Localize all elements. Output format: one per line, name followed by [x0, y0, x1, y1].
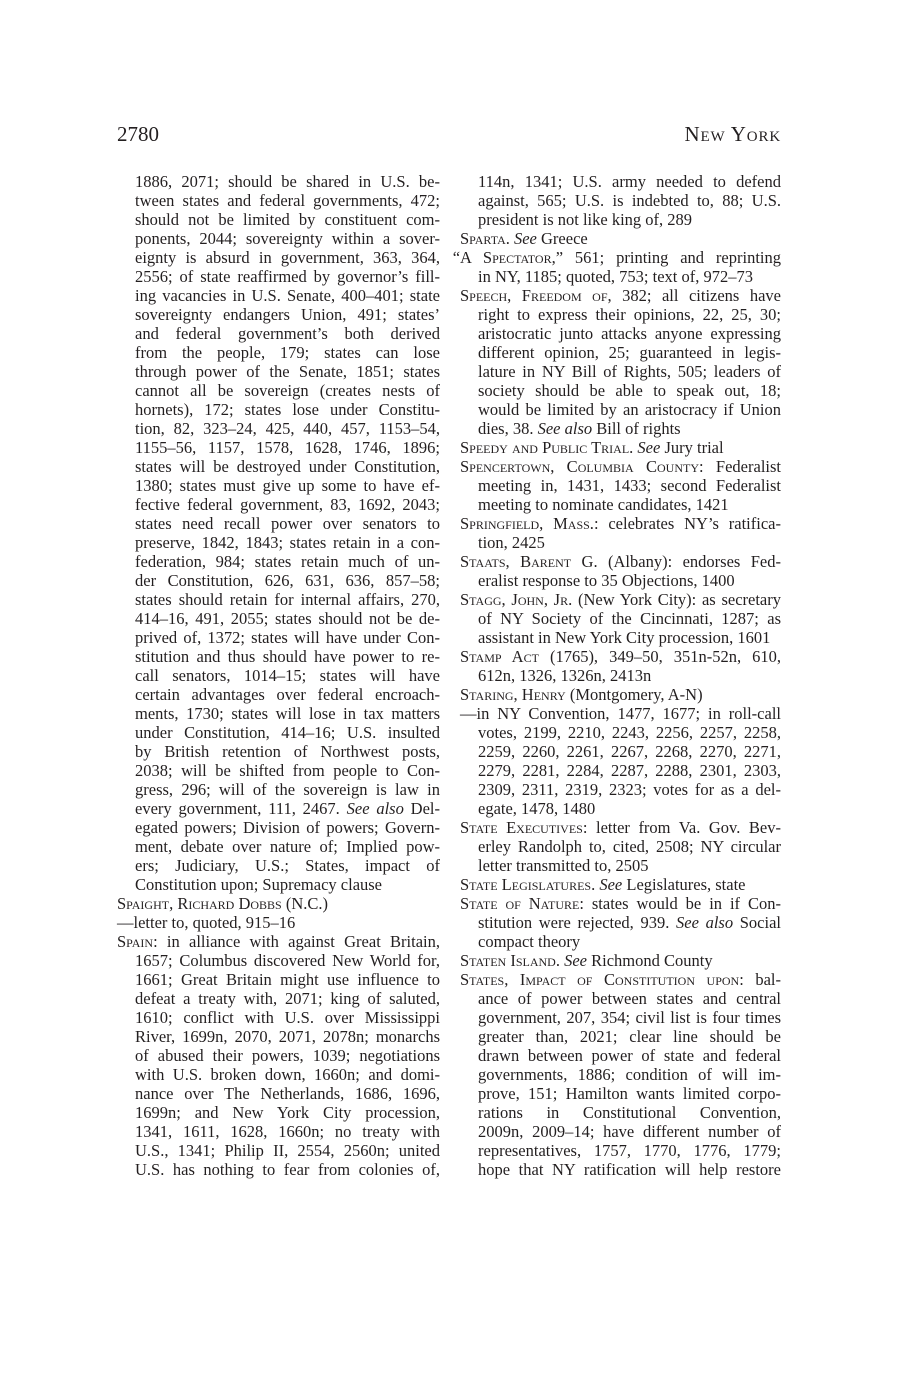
entry-text: nance over The Netherlands, 1686, 1696, — [135, 1084, 440, 1103]
entry-text: preserve, 1842, 1843; states retain in a con- — [135, 533, 440, 552]
index-line — [117, 1008, 440, 1027]
entry-text: 2009n, 2009–14; have different number of — [478, 1122, 781, 1141]
index-line — [117, 1103, 440, 1122]
entry-text: greater than, 2021; clear line should be — [478, 1027, 781, 1046]
index-line — [460, 381, 781, 400]
entry-text: 612n, 1326, 1326n, 2413n — [478, 666, 652, 685]
entry-text: every government, 111, 2467. — [135, 799, 347, 818]
entry-text: cannot all be sovereign (creates nests of — [135, 381, 440, 400]
index-line — [460, 951, 781, 970]
index-line — [117, 533, 440, 552]
entry-text: drawn between power of state and federal — [478, 1046, 781, 1065]
entry-text: 114n, 1341; U.S. army needed to defend — [478, 172, 781, 191]
entry-text: ing vacancies in U.S. Senate, 400–401; state — [135, 286, 440, 305]
headword: Staats, Barent G. — [460, 552, 598, 571]
entry-text: , 382; all citizens have — [607, 286, 781, 305]
headword: Stamp Act — [460, 647, 539, 666]
index-line — [117, 875, 440, 894]
index-line — [117, 457, 440, 476]
index-line — [460, 172, 781, 191]
index-line — [117, 590, 440, 609]
index-line — [117, 552, 440, 571]
index-line — [117, 609, 440, 628]
entry-text: ment, debate over nature of; Implied pow- — [135, 837, 440, 856]
entry-text: votes, 2199, 2210, 2243, 2256, 2257, 2258, — [478, 723, 781, 742]
entry-text: under Constitution, 414–16; U.S. insulted — [135, 723, 440, 742]
entry-text: der Constitution, 626, 631, 636, 857–58; — [135, 571, 440, 590]
headword: Spaight, Richard Dobbs — [117, 894, 282, 913]
entry-text: rations in Constitutional Convention, — [478, 1103, 781, 1122]
headword: State Legislatures. — [460, 875, 600, 894]
index-line — [460, 875, 781, 894]
index-line — [117, 704, 440, 723]
entry-text: (N.C.) — [281, 894, 329, 913]
index-line — [460, 1160, 781, 1179]
index-line — [117, 419, 440, 438]
index-line — [117, 1141, 440, 1160]
entry-text: should not be limited by constituent com- — [135, 210, 440, 229]
entry-text: 2556; of state reaffirmed by governor’s fill- — [135, 267, 440, 286]
index-line — [460, 210, 781, 229]
entry-text: stitution were rejected, 939. — [478, 913, 677, 932]
entry-text: 2038; will be shifted from people to Con- — [135, 761, 440, 780]
entry-text: U.S., 1341; Philip II, 2554, 2560n; united — [135, 1141, 440, 1160]
headword: State Executives — [460, 818, 583, 837]
entry-text: 1610; conflict with U.S. over Mississippi — [135, 1008, 440, 1027]
index-line — [117, 514, 440, 533]
entry-text: sovereignty endangers Union, 491; states’ — [135, 305, 440, 324]
entry-text: meeting to nominate candidates, 1421 — [478, 495, 729, 514]
index-line — [460, 400, 781, 419]
headword: A Spectator, — [460, 248, 556, 267]
index-line — [117, 932, 440, 951]
index-line — [460, 685, 781, 704]
headword: Stagg, John, Jr. — [460, 590, 573, 609]
index-line — [460, 457, 781, 476]
entry-text: : bal- — [739, 970, 781, 989]
entry-text: dies, 38. — [478, 419, 538, 438]
index-entry — [460, 286, 781, 438]
entry-text: eralist response to 35 Objections, 1400 — [478, 571, 735, 590]
index-entry — [460, 172, 781, 229]
entry-text: different opinion, 25; guaranteed in legis- — [478, 343, 781, 362]
index-line — [117, 780, 440, 799]
entry-text: 1155–56, 1157, 1578, 1628, 1746, 1896; — [135, 438, 440, 457]
entry-text: aristocratic junto attacks anyone expressing — [478, 324, 781, 343]
index-line — [460, 1141, 781, 1160]
entry-text: states should retain for internal affairs, 270, — [135, 590, 440, 609]
entry-text: : letter from Va. Gov. Bev- — [582, 818, 781, 837]
index-line — [117, 362, 440, 381]
entry-text: ers; Judiciary, U.S.; States, impact of — [135, 856, 440, 875]
entry-text: Constitution upon; Supremacy clause — [135, 875, 383, 894]
entry-text: : Federalist — [699, 457, 781, 476]
index-line — [460, 229, 781, 248]
entry-text: 1661; Great Britain might use influence to — [135, 970, 440, 989]
entry-text: against, 565; U.S. is indebted to, 88; U.S. — [478, 191, 781, 210]
index-line — [460, 1065, 781, 1084]
index-column-left — [117, 172, 440, 1179]
index-line — [117, 191, 440, 210]
entry-text: ance of power between states and central — [478, 989, 781, 1008]
index-line — [460, 989, 781, 1008]
entry-text: by British retention of Northwest posts, — [135, 742, 440, 761]
index-line — [460, 533, 781, 552]
index-line — [460, 1046, 781, 1065]
headword: States, Impact of Constitution upon — [460, 970, 740, 989]
entry-text: of abused their powers, 1039; negotiations — [135, 1046, 440, 1065]
index-line — [117, 210, 440, 229]
index-line — [460, 552, 781, 571]
entry-text: stitution and thus should have power to re- — [135, 647, 440, 666]
entry-text: tion, 82, 323–24, 425, 440, 457, 1153–54, — [135, 419, 440, 438]
entry-text: hornets), 172; states lose under Constitu- — [135, 400, 440, 419]
entry-text: defeat a treaty with, 2071; king of saluted, — [135, 989, 440, 1008]
index-entry — [452, 248, 781, 286]
entry-text: ments, 1730; states will lose in tax matters — [135, 704, 440, 723]
index-line — [460, 818, 781, 837]
entry-text: erley Randolph to, cited, 2508; NY circular — [478, 837, 781, 856]
index-line — [460, 799, 781, 818]
entry-text: 1341, 1611, 1628, 1660n; no treaty with — [135, 1122, 440, 1141]
entry-text: Legislatures, state — [622, 875, 746, 894]
entry-text: with U.S. broken down, 1660n; and domi- — [135, 1065, 440, 1084]
entry-text: (1765), 349–50, 351n-52n, 610, — [538, 647, 781, 666]
entry-text: Greece — [536, 229, 588, 248]
index-line — [117, 248, 440, 267]
entry-text: government, 207, 354; civil list is four times — [478, 1008, 781, 1027]
index-line — [460, 590, 781, 609]
index-line — [117, 818, 440, 837]
index-line — [460, 1008, 781, 1027]
entry-text: from the people, 179; states can lose — [135, 343, 440, 362]
headword: Speedy and Public Trial. — [460, 438, 638, 457]
entry-text: 2309, 2311, 2319, 2323; votes for as a del- — [478, 780, 781, 799]
index-line — [460, 609, 781, 628]
entry-text: Bill of rights — [592, 419, 681, 438]
headword: Staring, Henry — [460, 685, 566, 704]
index-line — [117, 647, 440, 666]
headword: Spain — [117, 932, 154, 951]
index-line — [460, 913, 781, 932]
index-line — [117, 267, 440, 286]
entry-text: certain advantages over federal encroach- — [135, 685, 440, 704]
entry-text: hope that NY ratification will help restore — [478, 1160, 781, 1179]
index-line — [117, 381, 440, 400]
entry-text: 414–16, 491, 2055; states should not be de- — [135, 609, 440, 628]
index-line — [460, 419, 781, 438]
index-line — [117, 970, 440, 989]
index-entry — [460, 685, 781, 704]
index-line — [117, 1084, 440, 1103]
entry-text: in NY, 1185; quoted, 753; text of, 972–73 — [478, 267, 753, 286]
index-line — [460, 666, 781, 685]
index-line — [460, 970, 781, 989]
index-entry — [460, 818, 781, 875]
entry-text: of NY Society of the Cincinnati, 1287; as — [478, 609, 781, 628]
index-line — [117, 913, 440, 932]
index-line — [460, 704, 781, 723]
index-line — [117, 685, 440, 704]
entry-text: River, 1699n, 2070, 2071, 2078n; monarchs — [135, 1027, 440, 1046]
index-line — [117, 1122, 440, 1141]
index-entry — [117, 913, 440, 932]
entry-text: “ — [452, 248, 461, 267]
entry-text: right to express their opinions, 22, 25, 30; — [478, 305, 781, 324]
index-line — [460, 932, 781, 951]
cross-reference-label: See — [564, 951, 587, 970]
index-entry — [460, 229, 781, 248]
entry-text: 1380; states must give up some to have ef- — [135, 476, 440, 495]
cross-reference-label: See — [599, 875, 623, 894]
entry-text: ponents, 2044; sovereignty within a sover- — [135, 229, 440, 248]
entry-text: assistant in New York City procession, 1601 — [478, 628, 771, 647]
entry-text: tion, 2425 — [478, 533, 545, 552]
entry-text: : states would be in if Con- — [579, 894, 781, 913]
entry-text: tween states and federal governments, 472; — [135, 191, 440, 210]
index-line — [460, 343, 781, 362]
index-entry — [460, 552, 781, 590]
entry-text: eignty is absurd in government, 363, 364, — [135, 248, 440, 267]
index-line — [460, 723, 781, 742]
index-entry — [460, 590, 781, 647]
index-line — [460, 571, 781, 590]
cross-reference-label: See — [637, 438, 661, 457]
entry-text: 1886, 2071; should be shared in U.S. be- — [135, 172, 440, 191]
entry-text: —letter to, quoted, 915–16 — [117, 913, 296, 932]
index-column-right — [452, 172, 781, 1179]
entry-text: president is not like king of, 289 — [478, 210, 693, 229]
entry-text: would be limited by an aristocracy if Union — [478, 400, 781, 419]
entry-text: : in alliance with against Great Britain, — [153, 932, 440, 951]
index-line — [460, 742, 781, 761]
headword: State of Nature — [460, 894, 580, 913]
headword: Speech, Freedom of — [460, 286, 608, 305]
index-entry — [460, 951, 781, 970]
index-line — [460, 286, 781, 305]
cross-reference-label: See — [513, 229, 537, 248]
index-line — [117, 1065, 440, 1084]
index-line — [460, 780, 781, 799]
entry-text: letter transmitted to, 2505 — [478, 856, 649, 875]
index-line — [460, 1027, 781, 1046]
entry-text: states will be destroyed under Constitution, — [135, 457, 440, 476]
index-line — [117, 761, 440, 780]
index-line — [117, 666, 440, 685]
running-head-title: New York — [684, 122, 781, 146]
entry-text: prived of, 1372; states will have under Con- — [135, 628, 440, 647]
entry-text: gress, 296; will of the sovereign is law in — [135, 780, 440, 799]
index-line — [460, 476, 781, 495]
entry-text: Del- — [403, 799, 440, 818]
index-entry — [117, 894, 440, 913]
entry-text: 1657; Columbus discovered New World for, — [135, 951, 440, 970]
entry-text: lature in NY Bill of Rights, 505; leaders of — [478, 362, 781, 381]
entry-text: fective federal government, 83, 1692, 2043; — [135, 495, 440, 514]
index-entry — [460, 647, 781, 685]
entry-text: call senators, 1014–15; states will have — [135, 666, 440, 685]
index-line — [460, 191, 781, 210]
index-line — [117, 742, 440, 761]
index-line — [117, 476, 440, 495]
index-entry — [117, 172, 440, 894]
entry-text: prove, 151; Hamilton wants limited corpo- — [478, 1084, 781, 1103]
index-entry — [460, 875, 781, 894]
index-line — [117, 571, 440, 590]
index-entry — [117, 932, 440, 1179]
running-header — [117, 122, 781, 147]
headword: Spencertown, Columbia County — [460, 457, 700, 476]
index-line — [460, 761, 781, 780]
index-line — [117, 1160, 440, 1179]
entry-text: compact theory — [478, 932, 581, 951]
index-line — [117, 172, 440, 191]
index-line — [117, 989, 440, 1008]
entry-text: 1699n; and New York City procession, — [135, 1103, 440, 1122]
page-number: 2780 — [117, 122, 159, 146]
index-line — [460, 856, 781, 875]
index-line — [460, 438, 781, 457]
index-line — [460, 305, 781, 324]
entry-text: representatives, 1757, 1770, 1776, 1779; — [478, 1141, 781, 1160]
index-line — [117, 799, 440, 818]
index-line — [117, 894, 440, 913]
headword: Staten Island. — [460, 951, 565, 970]
index-entry — [460, 457, 781, 514]
cross-reference-label: See also — [676, 913, 734, 932]
entry-text: Social — [733, 913, 781, 932]
index-line — [460, 495, 781, 514]
entry-text: federation, 984; states retain much of un- — [135, 552, 440, 571]
index-entry — [460, 894, 781, 951]
index-line — [460, 1122, 781, 1141]
index-line — [117, 495, 440, 514]
index-entry — [460, 514, 781, 552]
index-line — [453, 248, 781, 267]
index-line — [117, 951, 440, 970]
index-entry — [460, 438, 781, 457]
index-line — [460, 324, 781, 343]
entry-text: society should be able to speak out, 18; — [478, 381, 781, 400]
entry-text: —in NY Convention, 1477, 1677; in roll-call — [460, 704, 781, 723]
entry-text: (Albany): endorses Fed- — [597, 552, 781, 571]
index-entry — [460, 970, 781, 1179]
entry-text: states need recall power over senators to — [135, 514, 440, 533]
index-entry — [460, 704, 781, 818]
index-line — [117, 723, 440, 742]
index-line — [460, 628, 781, 647]
index-line — [460, 1103, 781, 1122]
entry-text: through power of the Senate, 1851; states — [135, 362, 440, 381]
index-line — [460, 1084, 781, 1103]
headword: Sparta. — [460, 229, 514, 248]
entry-text: (New York City): as secretary — [572, 590, 781, 609]
entry-text: meeting in, 1431, 1433; second Federalist — [478, 476, 781, 495]
index-line — [117, 343, 440, 362]
entry-text: Jury trial — [660, 438, 724, 457]
index-line — [117, 837, 440, 856]
index-line — [117, 305, 440, 324]
entry-text: U.S. has nothing to fear from colonies of, — [135, 1160, 440, 1179]
entry-text: governments, 1886; condition of will im- — [478, 1065, 781, 1084]
entry-text: 2279, 2281, 2284, 2287, 2288, 2301, 2303, — [478, 761, 781, 780]
entry-text: (Montgomery, A-N) — [565, 685, 703, 704]
index-line — [460, 894, 781, 913]
headword: Springfield, Mass. — [460, 514, 594, 533]
index-line — [117, 856, 440, 875]
index-line — [117, 438, 440, 457]
index-line — [117, 628, 440, 647]
entry-text: and federal government’s both derived — [135, 324, 440, 343]
index-line — [117, 286, 440, 305]
index-line — [460, 837, 781, 856]
entry-text: egated powers; Division of powers; Govern- — [135, 818, 440, 837]
entry-text: : celebrates NY’s ratifica- — [593, 514, 781, 533]
index-line — [117, 324, 440, 343]
index-line — [117, 400, 440, 419]
index-line — [460, 362, 781, 381]
cross-reference-label: See also — [537, 419, 593, 438]
entry-text: 2259, 2260, 2261, 2267, 2268, 2270, 2271, — [478, 742, 781, 761]
index-line — [117, 229, 440, 248]
index-line — [117, 1046, 440, 1065]
cross-reference-label: See also — [346, 799, 404, 818]
index-line — [460, 647, 781, 666]
index-line — [117, 1027, 440, 1046]
index-line — [460, 267, 781, 286]
entry-text: egate, 1478, 1480 — [478, 799, 596, 818]
index-line — [460, 514, 781, 533]
entry-text: Richmond County — [587, 951, 713, 970]
entry-text: ” 561; printing and reprinting — [555, 248, 781, 267]
